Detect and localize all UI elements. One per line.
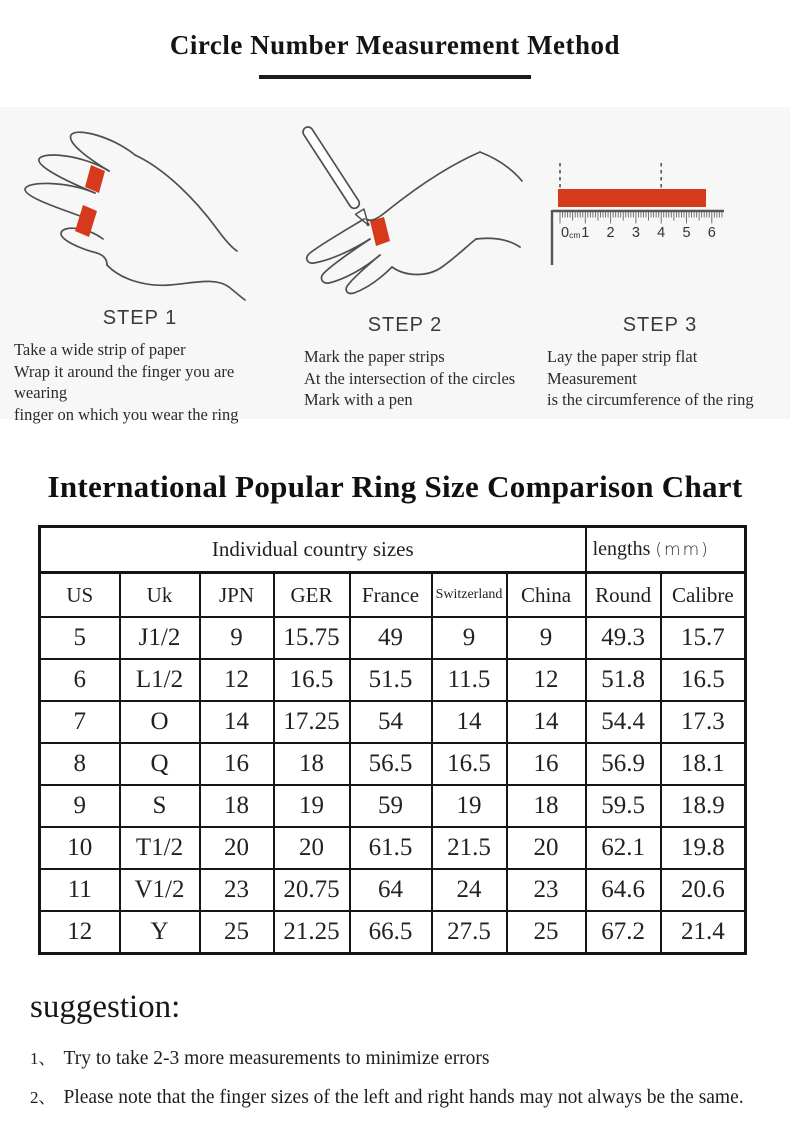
ruler-label-1: 1: [581, 225, 590, 241]
step-2-line-2: At the intersection of the circles: [304, 368, 516, 388]
table-cell: 16: [507, 743, 586, 785]
suggestion-item-2: [30, 1083, 790, 1109]
suggestion-items: [30, 1044, 790, 1109]
table-cell: 9: [200, 617, 274, 659]
step-1-line-3: finger on which you wear the ring: [14, 404, 239, 424]
table-cell: 11.5: [432, 659, 507, 701]
suggestion-item-1-number: 1、: [30, 1049, 56, 1068]
table-cell: 24: [432, 869, 507, 911]
table-cell: S: [120, 785, 200, 827]
table-cell: 11: [40, 869, 120, 911]
table-cell: 9: [507, 617, 586, 659]
step-1-line-1: Take a wide strip of paper: [14, 340, 186, 359]
suggestion-section: [30, 989, 790, 1109]
column-header-ger: GER: [274, 573, 350, 618]
table-cell: 14: [507, 701, 586, 743]
table-cell: 18.1: [661, 743, 746, 785]
table-cell: 27.5: [432, 911, 507, 954]
step-1-text: [0, 339, 280, 425]
step-2-line-3: Mark with a pen: [304, 390, 413, 409]
column-header-jpn: JPN: [200, 573, 274, 618]
table-cell: 61.5: [350, 827, 432, 869]
table-cell: 14: [432, 701, 507, 743]
table-cell: 20: [274, 827, 350, 869]
table-cell: 9: [432, 617, 507, 659]
table-row: [40, 701, 746, 743]
measurement-steps-band: [0, 107, 790, 424]
step-1-label: STEP 1: [102, 307, 178, 329]
column-header-round: Round: [586, 573, 661, 618]
table-cell: 20: [507, 827, 586, 869]
table-cell: 49: [350, 617, 432, 659]
table-cell: J1/2: [120, 617, 200, 659]
lengths-header-cell: [586, 527, 746, 573]
ruler-with-strip-icon: [540, 145, 780, 295]
step-3-section: [530, 107, 790, 419]
table-cell: 23: [200, 869, 274, 911]
table-cell: 14: [200, 701, 274, 743]
table-row: [40, 827, 746, 869]
table-cell: T1/2: [120, 827, 200, 869]
table-column-header-row: [40, 573, 746, 618]
table-cell: 17.25: [274, 701, 350, 743]
step-3-line-1: Lay the paper strip flat: [547, 347, 698, 366]
ruler-label-4: 4: [657, 225, 666, 241]
hand-with-pen-icon: [280, 107, 530, 314]
lengths-label: lengths: [592, 538, 651, 560]
column-header-us: US: [40, 573, 120, 618]
table-cell: Q: [120, 743, 200, 785]
table-cell: 19: [274, 785, 350, 827]
table-cell: 64.6: [586, 869, 661, 911]
table-cell: 54: [350, 701, 432, 743]
ruler-label-5: 5: [682, 225, 691, 241]
column-header-france: France: [350, 573, 432, 618]
column-header-calibre: Calibre: [661, 573, 746, 618]
table-cell: 64: [350, 869, 432, 911]
ruler-zero-label: 0cm: [561, 225, 581, 241]
hand-with-paper-strip-icon: [15, 107, 265, 307]
table-group-header-row: [40, 527, 746, 573]
table-cell: 20.75: [274, 869, 350, 911]
table-row: [40, 743, 746, 785]
ruler-label-3: 3: [631, 225, 640, 241]
table-cell: 20.6: [661, 869, 746, 911]
table-cell: 66.5: [350, 911, 432, 954]
table-cell: 5: [40, 617, 120, 659]
table-cell: 15.75: [274, 617, 350, 659]
suggestion-item-1-text: Try to take 2-3 more measurements to minimize errors: [63, 1048, 490, 1069]
step-2-illustration: [280, 107, 530, 314]
step-1-section: [0, 107, 280, 424]
table-cell: 21.5: [432, 827, 507, 869]
table-row: [40, 869, 746, 911]
table-cell: 12: [507, 659, 586, 701]
table-cell: 15.7: [661, 617, 746, 659]
suggestion-heading: suggestion:: [30, 989, 181, 1025]
table-row: [40, 785, 746, 827]
step-3-text: [530, 346, 790, 411]
table-row: [40, 617, 746, 659]
table-cell: 18: [507, 785, 586, 827]
table-cell: 51.5: [350, 659, 432, 701]
table-cell: 9: [40, 785, 120, 827]
table-cell: 62.1: [586, 827, 661, 869]
step-2-section: [280, 107, 530, 419]
table-cell: 49.3: [586, 617, 661, 659]
ruler-ticks: [560, 212, 722, 224]
table-cell: 12: [40, 911, 120, 954]
step-2-text: [280, 346, 530, 411]
column-header-china: China: [507, 573, 586, 618]
table-cell: V1/2: [120, 869, 200, 911]
table-cell: 16.5: [432, 743, 507, 785]
table-cell: L1/2: [120, 659, 200, 701]
table-cell: 21.25: [274, 911, 350, 954]
table-cell: 21.4: [661, 911, 746, 954]
table-cell: 56.9: [586, 743, 661, 785]
table-cell: 56.5: [350, 743, 432, 785]
table-cell: 59.5: [586, 785, 661, 827]
chart-title: International Popular Ring Size Comparison Chart: [47, 469, 743, 504]
table-cell: 51.8: [586, 659, 661, 701]
table-cell: 18: [274, 743, 350, 785]
table-cell: 8: [40, 743, 120, 785]
table-cell: 16.5: [274, 659, 350, 701]
page-title: Circle Number Measurement Method: [169, 30, 621, 60]
table-cell: 54.4: [586, 701, 661, 743]
ruler-label-2: 2: [606, 225, 615, 241]
suggestion-item-2-text: Please note that the finger sizes of the left and right hands may not always be the same.: [63, 1087, 744, 1108]
table-cell: 7: [40, 701, 120, 743]
suggestion-item-2-number: 2、: [30, 1088, 56, 1107]
table-cell: 25: [200, 911, 274, 954]
step-2-label: STEP 2: [367, 314, 443, 336]
table-cell: 6: [40, 659, 120, 701]
table-cell: 18.9: [661, 785, 746, 827]
table-row: [40, 659, 746, 701]
table-cell: Y: [120, 911, 200, 954]
step-1-illustration: [0, 107, 280, 307]
table-cell: 16: [200, 743, 274, 785]
step-2-line-1: Mark the paper strips: [304, 347, 445, 366]
column-header-uk: Uk: [120, 573, 200, 618]
table-cell: 23: [507, 869, 586, 911]
table-cell: 19.8: [661, 827, 746, 869]
group-header-cell: Individual country sizes: [40, 527, 586, 573]
lengths-unit-label: (mm): [655, 540, 710, 560]
table-cell: 12: [200, 659, 274, 701]
table-cell: 59: [350, 785, 432, 827]
step-3-illustration: [530, 107, 790, 314]
table-cell: 17.3: [661, 701, 746, 743]
step-3-line-2: Measurement: [547, 368, 637, 388]
table-cell: 67.2: [586, 911, 661, 954]
table-cell: 18: [200, 785, 274, 827]
table-cell: 25: [507, 911, 586, 954]
table-cell: 19: [432, 785, 507, 827]
step-1-line-2: Wrap it around the finger you are wearing: [14, 361, 235, 402]
step-3-line-3: is the circumference of the ring: [547, 390, 754, 409]
step-3-label: STEP 3: [622, 314, 698, 336]
table-cell: 10: [40, 827, 120, 869]
column-header-switzerland: Switzerland: [432, 573, 507, 618]
table-cell: 16.5: [661, 659, 746, 701]
title-underline: [259, 75, 531, 79]
suggestion-item-1: [30, 1044, 790, 1070]
table-cell: 20: [200, 827, 274, 869]
ruler-label-6: 6: [707, 225, 716, 241]
table-row: [40, 911, 746, 954]
ring-size-table: [38, 525, 747, 955]
table-cell: O: [120, 701, 200, 743]
